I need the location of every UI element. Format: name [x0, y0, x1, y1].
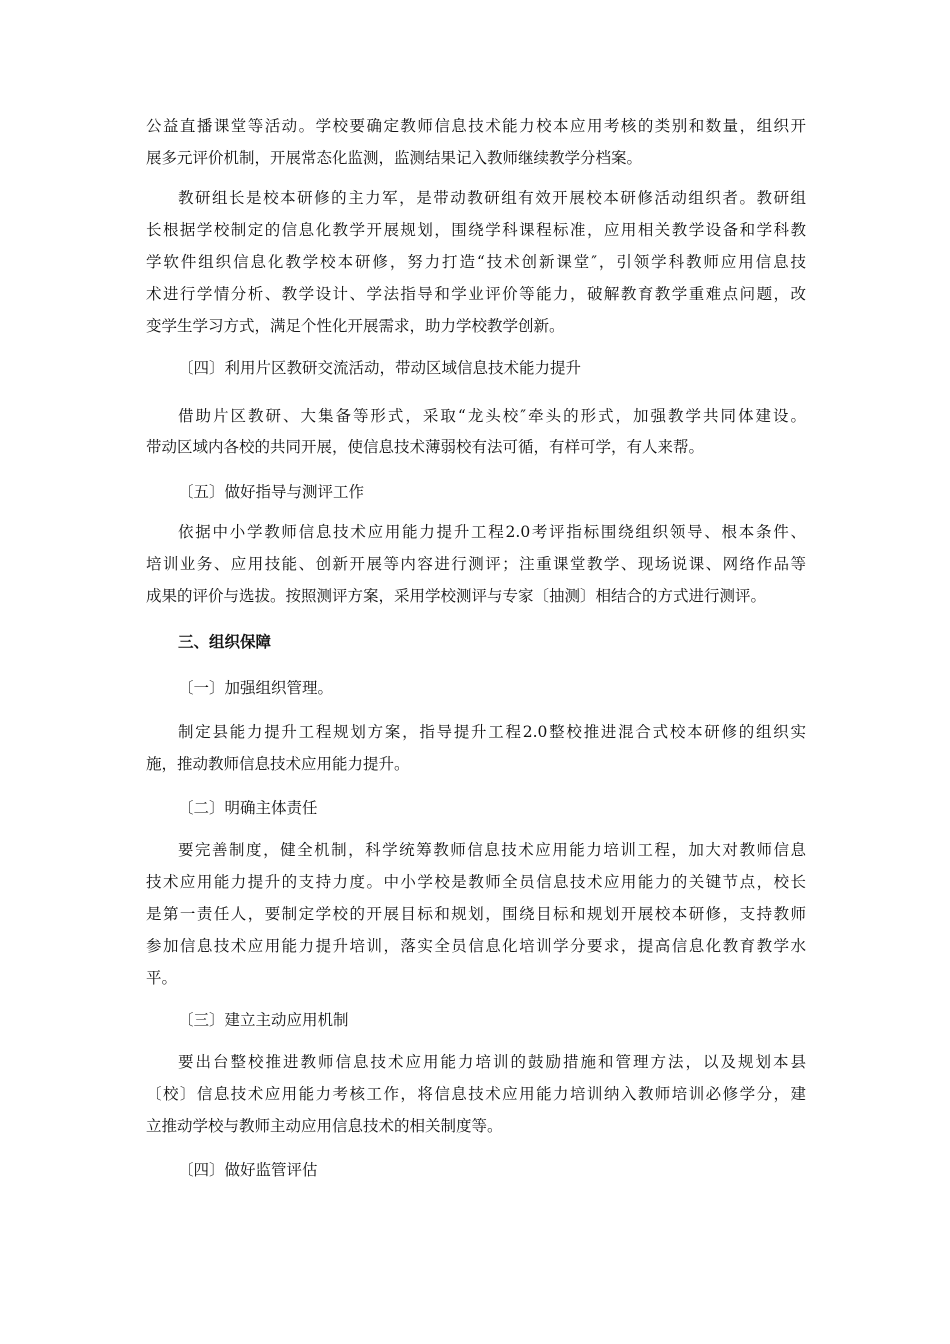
text-line: 成果的评价与选拔。按照测评方案，采用学校测评与专家〔抽测〕相结合的方式进行测评。	[146, 587, 767, 605]
text-line: 制定县能力提升工程规划方案，指导提升工程2.0整校推进混合式校本研修的组织实	[178, 723, 806, 741]
text-line: 是第一责任人，要制定学校的开展目标和规划，围绕目标和规划开展校本研修，支持教师	[146, 905, 806, 923]
text-line: 教研组长是校本研修的主力军，是带动教研组有效开展校本研修活动组织者。教研组	[178, 189, 806, 207]
text-line: 参加信息技术应用能力提升培训，落实全员信息化培训学分要求，提高信息化教育教学水	[146, 937, 806, 955]
section-subheading: 〔五〕做好指导与测评工作	[178, 483, 365, 501]
text-line: 要出台整校推进教师信息技术应用能力培训的鼓励措施和管理方法，以及规划本县	[178, 1053, 806, 1071]
text-line: 〔校〕信息技术应用能力考核工作，将信息技术应用能力培训纳入教师培训必修学分，建	[146, 1085, 806, 1103]
text-line: 技术应用能力提升的支持力度。中小学校是教师全员信息技术应用能力的关键节点，校长	[146, 873, 806, 891]
section-subheading: 〔三〕建立主动应用机制	[178, 1011, 349, 1029]
section-subheading: 〔二〕明确主体责任	[178, 799, 318, 817]
section-subheading: 〔一〕加强组织管理。	[178, 679, 334, 697]
text-line: 公益直播课堂等活动。学校要确定教师信息技术能力校本应用考核的类别和数量，组织开	[146, 117, 806, 135]
text-line: 立推动学校与教师主动应用信息技术的相关制度等。	[146, 1117, 503, 1135]
text-line: 要完善制度，健全机制，科学统筹教师信息技术应用能力培训工程，加大对教师信息	[178, 841, 806, 859]
section-subheading: 〔四〕做好监管评估	[178, 1161, 318, 1179]
text-line: 借助片区教研、大集备等形式，采取“龙头校″牵头的形式，加强教学共同体建设。	[178, 407, 806, 425]
text-line: 培训业务、应用技能、创新开展等内容进行测评；注重课堂教学、现场说课、网络作品等	[146, 555, 806, 573]
text-line: 带动区域内各校的共同开展，使信息技术薄弱校有法可循，有样可学，有人来帮。	[146, 438, 705, 456]
text-line: 学软件组织信息化教学校本研修，努力打造“技术创新课堂″，引领学科教师应用信息技	[146, 253, 806, 271]
text-line: 施，推动教师信息技术应用能力提升。	[146, 755, 410, 773]
section-subheading: 〔四〕利用片区教研交流活动，带动区域信息技术能力提升	[178, 359, 582, 377]
text-line: 展多元评价机制，开展常态化监测，监测结果记入教师继续教学分档案。	[146, 149, 643, 167]
text-line: 术进行学情分析、教学设计、学法指导和学业评价等能力，破解教育教学重难点问题，改	[146, 285, 806, 303]
text-line: 变学生学习方式，满足个性化开展需求，助力学校教学创新。	[146, 317, 565, 335]
text-line: 依据中小学教师信息技术应用能力提升工程2.0考评指标围绕组织领导、根本条件、	[178, 523, 806, 541]
text-line: 平。	[146, 969, 178, 987]
section-heading: 三、组织保障	[178, 632, 272, 651]
text-line: 长根据学校制定的信息化教学开展规划，围绕学科课程标准，应用相关教学设备和学科教	[146, 221, 806, 239]
